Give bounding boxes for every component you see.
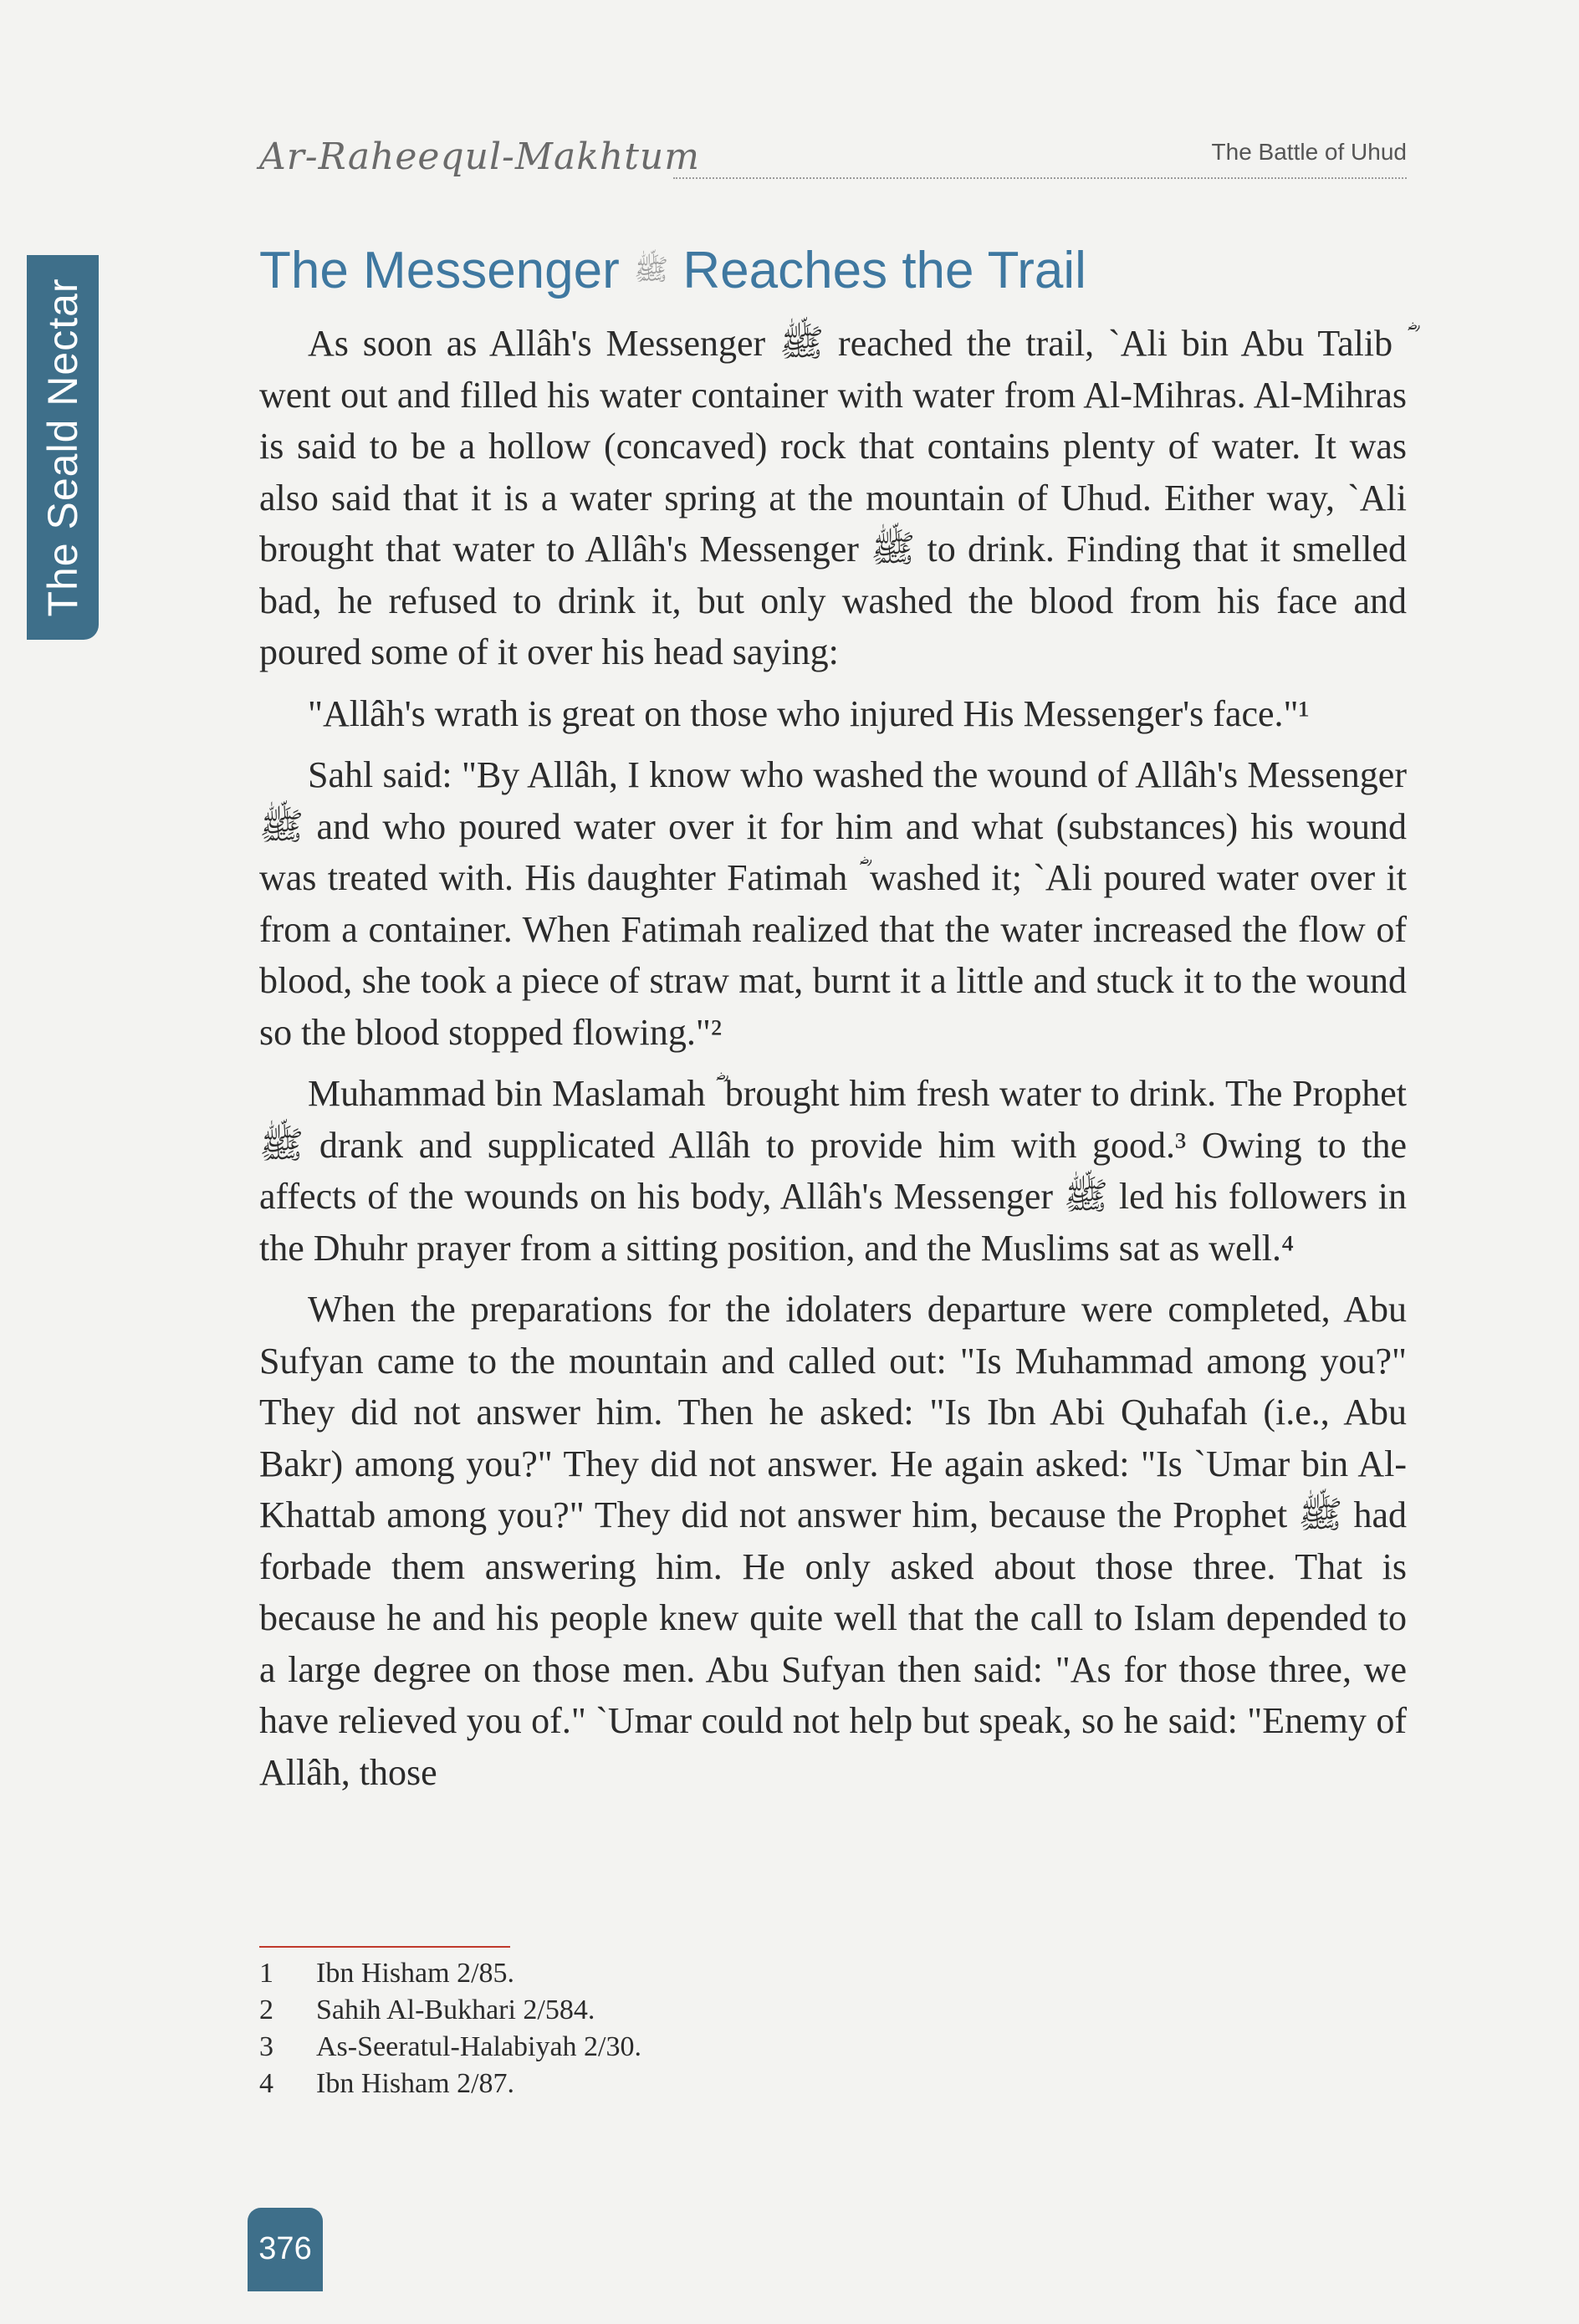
footnotes xyxy=(259,1955,1407,2102)
side-tab xyxy=(27,255,99,640)
section-heading xyxy=(259,241,1086,300)
footnote-number: 3 xyxy=(259,2031,273,2062)
section-heading-part-1: The Messenger xyxy=(259,242,620,299)
book-title: Ar-Raheequl-Makhtum xyxy=(259,135,700,178)
footnote-text: Sahih Al-Bukhari 2/584. xyxy=(316,1995,595,2025)
paragraph-3: Sahl said: "By Allâh, I know who washed the wound of Allâh's Messenger ﷺ and who poured water over it for him and what (substances) his wound was treated with. His daughter Fatimah ؓ washed it; `Ali poured water over it from a container. When Fatimah realized that the water increased the flow of blood, she took a piece of straw mat, burnt it a little and stuck it to the wound so the blood stopped flowing."² xyxy=(259,754,1407,1053)
paragraph-2: "Allâh's wrath is great on those who injured His Messenger's face."¹ xyxy=(308,692,1310,734)
side-tab-label: The Seald Nectar xyxy=(39,278,86,617)
paragraph-5: When the preparations for the idolaters departure were completed, Abu Sufyan came to the mountain and called out: "Is Muhammad among you?" They did not answer him. Then he asked: "Is Ibn Abi Quhafah (i.e., Abu Bakr) among you?" They did not answer. He again asked: "Is `Umar bin Al-Khattab among you?" They did not answer him, because the Prophet ﷺ had forbade them answering him. He only asked about those three. That is because he and his people knew quite well that the call to Islam depended to a large degree on those men. Abu Sufyan then said: "As for those three, we have relieved you of." `Umar could not help but speak, so he said: "Enemy of Allâh, those xyxy=(259,1289,1407,1793)
chapter-title: The Battle of Uhud xyxy=(1211,139,1407,165)
footnote-text: Ibn Hisham 2/85. xyxy=(316,1958,515,1989)
paragraph-4: Muhammad bin Maslamah ؓ brought him fresh water to drink. The Prophet ﷺ drank and supplicated Allâh to provide him with good.³ Owing to the affects of the wounds on his body, Allâh's Messenger ﷺ led his followers in the Dhuhr prayer from a sitting position, and the Muslims sat as well.⁴ xyxy=(259,1073,1407,1269)
footnote-3 xyxy=(259,2029,1407,2066)
paragraph-1: As soon as Allâh's Messenger ﷺ reached the trail, `Ali bin Abu Talib ؓ went out and filled his water container with water from Al-Mihras. Al-Mihras is said to be a hollow (concaved) rock that contains plenty of water. It was also said that it is a water spring at the mountain of Uhud. Either way, `Ali brought that water to Allâh's Messenger ﷺ to drink. Finding that it smelled bad, he refused to drink it, but only washed the blood from his face and poured some of it over his head saying: xyxy=(259,323,1407,672)
salutation-glyph-icon: ﷺ xyxy=(634,254,669,287)
running-header xyxy=(259,125,1407,184)
header-dotted-leader xyxy=(673,177,1407,179)
page-number: 376 xyxy=(258,2231,312,2266)
body-text xyxy=(259,318,1407,1808)
footnote-1 xyxy=(259,1955,1407,1992)
footnote-text: Ibn Hisham 2/87. xyxy=(316,2068,515,2099)
section-heading-part-2: Reaches the Trail xyxy=(682,242,1086,299)
footnote-number: 4 xyxy=(259,2068,273,2099)
page-number-tab xyxy=(248,2208,323,2291)
footnote-4 xyxy=(259,2066,1407,2102)
footnote-2 xyxy=(259,1992,1407,2029)
footnote-number: 2 xyxy=(259,1995,273,2025)
footnote-rule xyxy=(259,1946,510,1948)
footnote-text: As-Seeratul-Halabiyah 2/30. xyxy=(316,2031,641,2062)
footnote-number: 1 xyxy=(259,1958,273,1989)
